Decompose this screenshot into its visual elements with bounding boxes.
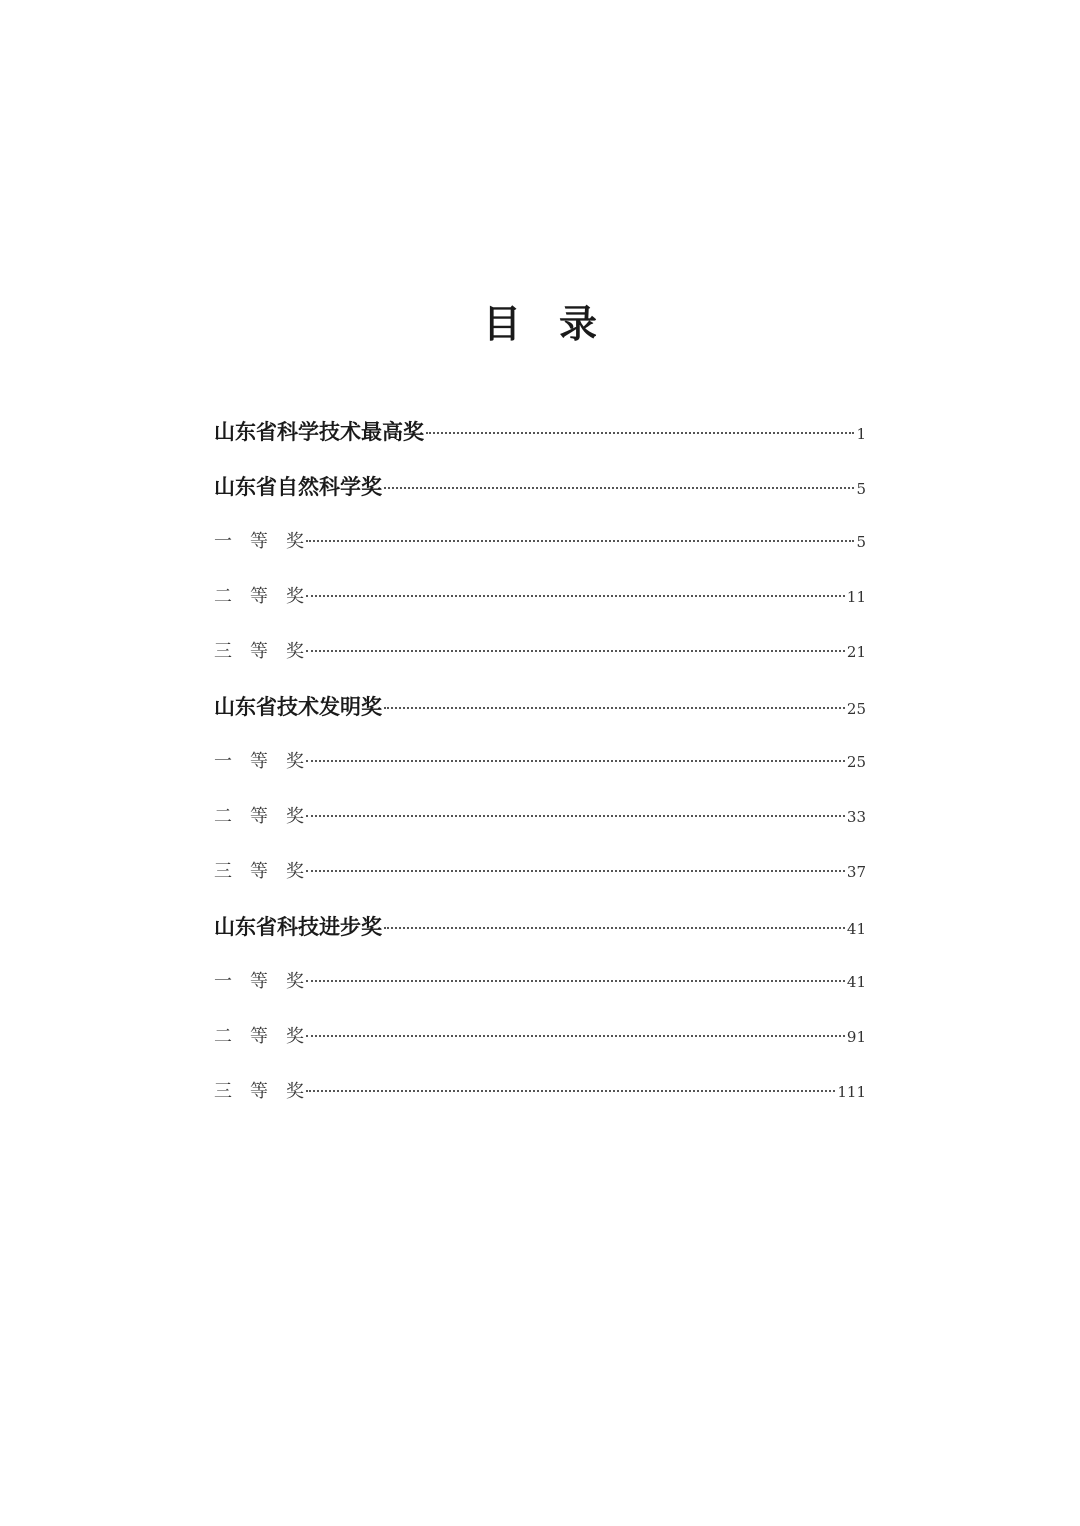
toc-subentry[interactable] [214,844,866,899]
toc-entry-label: 山东省科学技术最高奖 [214,419,424,444]
toc-subentry-page: 33 [846,808,866,826]
dot-leader [384,926,845,929]
dot-leader [306,979,845,982]
toc-entry-page: 1 [856,425,866,443]
toc-subentry-page: 5 [856,533,866,551]
toc-entry[interactable] [214,899,866,954]
toc-subentry[interactable] [214,569,866,624]
toc-subentry[interactable] [214,1064,866,1119]
toc-entry-label: 山东省技术发明奖 [214,694,382,719]
toc-subentry[interactable] [214,789,866,844]
toc-subentry-label: 三 等 奖 [214,641,304,662]
toc-entry-label: 山东省科技进步奖 [214,914,382,939]
toc-subentry-page: 111 [837,1083,866,1101]
toc-subentry[interactable] [214,734,866,789]
toc-subentry-label: 二 等 奖 [214,1026,304,1047]
toc-subentry[interactable] [214,1009,866,1064]
dot-leader [306,594,845,597]
toc-subentry-label: 三 等 奖 [214,1081,304,1102]
toc-subentry-label: 一 等 奖 [214,971,304,992]
toc-subentry-label: 三 等 奖 [214,861,304,882]
table-of-contents [214,404,866,1119]
dot-leader [306,869,845,872]
toc-entry[interactable] [214,404,866,459]
toc-entry[interactable] [214,679,866,734]
toc-subentry[interactable] [214,514,866,569]
dot-leader [306,1034,845,1037]
toc-subentry-page: 37 [846,863,866,881]
dot-leader [306,649,845,652]
toc-subentry-label: 二 等 奖 [214,586,304,607]
dot-leader [306,814,845,817]
toc-subentry-page: 91 [846,1028,866,1046]
toc-subentry-label: 一 等 奖 [214,751,304,772]
toc-subentry[interactable] [214,624,866,679]
toc-subentry-label: 一 等 奖 [214,531,304,552]
dot-leader [306,1089,835,1092]
dot-leader [384,486,854,489]
dot-leader [306,759,845,762]
toc-subentry-page: 21 [846,643,866,661]
toc-subentry-page: 11 [846,588,866,606]
toc-subentry-page: 41 [846,973,866,991]
toc-entry-page: 25 [846,700,866,718]
toc-subentry-label: 二 等 奖 [214,806,304,827]
toc-entry-page: 5 [856,480,866,498]
dot-leader [384,706,845,709]
dot-leader [306,539,854,542]
page-title: 目 录 [482,301,597,346]
toc-entry-page: 41 [846,920,866,938]
toc-subentry[interactable] [214,954,866,1009]
toc-entry-label: 山东省自然科学奖 [214,474,382,499]
toc-entry[interactable] [214,459,866,514]
dot-leader [426,431,854,434]
toc-subentry-page: 25 [846,753,866,771]
